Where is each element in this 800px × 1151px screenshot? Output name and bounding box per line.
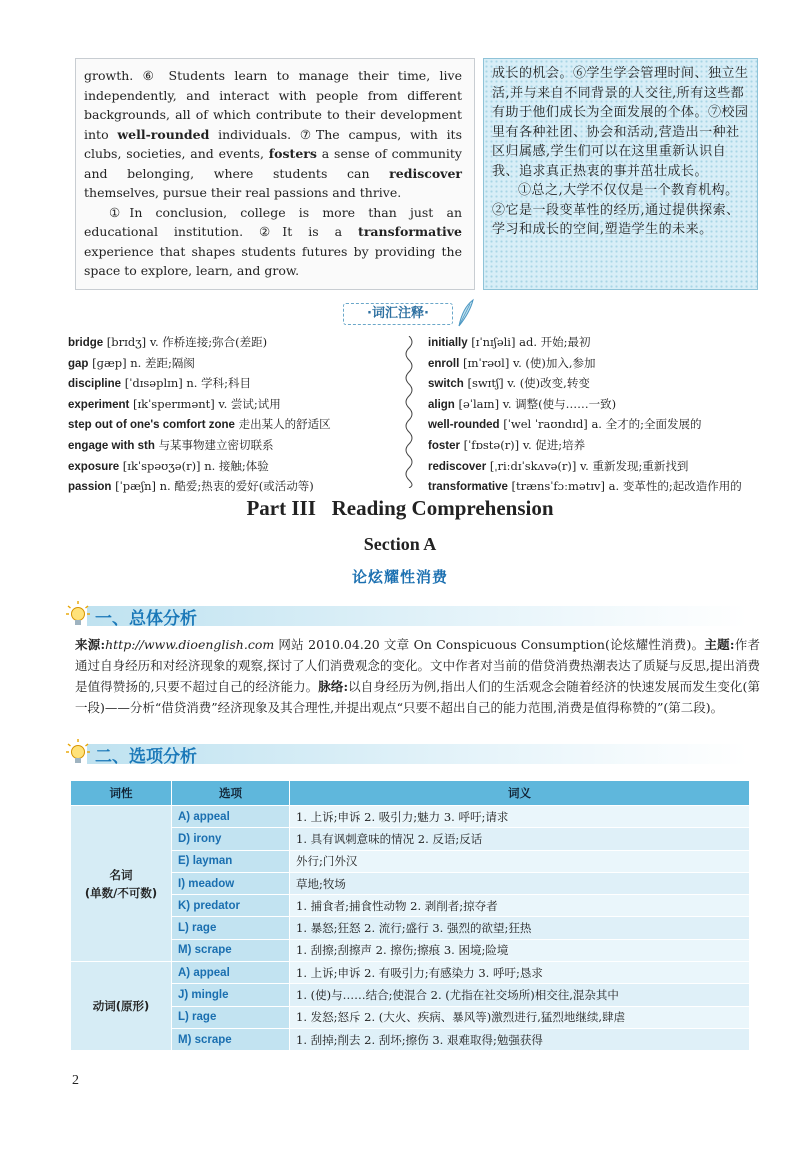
vocab-definition: [ɪkˈsperɪmənt] v. 尝试;试用 — [129, 396, 281, 411]
column-header-pos: 词性 — [71, 781, 172, 806]
option-cell: L) rage — [172, 1006, 290, 1028]
vocab-entry — [68, 477, 331, 498]
meaning-cell: 1. 上诉;申诉 2. 有吸引力;有感染力 3. 呼吁;恳求 — [290, 962, 750, 984]
option-cell: L) rage — [172, 917, 290, 939]
overall-analysis-paragraph — [75, 634, 760, 718]
table-row — [71, 850, 750, 872]
table-row — [71, 806, 750, 828]
vocab-entry — [428, 436, 742, 457]
table-row — [71, 962, 750, 984]
text-segment: experience that shapes students futures by providing the space to explore, learn, and grow. — [84, 243, 462, 278]
vocab-definition: [ˈpæʃn] n. 酷爱;热衷的爱好(或活动等) — [111, 479, 314, 494]
vocab-entry — [428, 477, 742, 498]
table-row — [71, 939, 750, 961]
text-segment: themselves, pursue their real passions and thrive. — [84, 185, 402, 200]
table-header-row — [71, 781, 750, 806]
vocab-definition: [ˈfɒstə(r)] v. 促进;培养 — [459, 437, 586, 452]
feather-icon — [455, 298, 475, 328]
vocab-definition: [ˈwel ˈraʊndɪd] a. 全才的;全面发展的 — [499, 417, 702, 432]
vocab-word: engage with sth — [68, 439, 155, 452]
meaning-cell: 1. 刮擦;刮擦声 2. 擦伤;擦痕 3. 困境;险境 — [290, 939, 750, 961]
meaning-cell: 1. (使)与……结合;使混合 2. (尤指在社交场所)相交往,混杂其中 — [290, 984, 750, 1006]
vocab-definition: [trænsˈfɔːmətɪv] a. 变革性的;起改造作用的 — [507, 479, 742, 494]
chinese-paragraph-1: 成长的机会。⑥学生学会管理时间、独立生活,并与来自不同背景的人交往,所有这些都有助于他们成长为全面发展的个体。⑦校园里有各种社团、协会和活动,营造出一种社区归属感,学生们可以在这里重新认识自我、追求真正热衷的事并茁壮成长。 — [492, 66, 749, 179]
vocab-entry — [68, 436, 331, 457]
bold-term: fosters — [268, 146, 317, 161]
text-segment: growth. ⑥ Students learn to manage their time, live independently, and interact with people from different backgrounds, all of which contribute to their development into — [84, 68, 462, 142]
vocab-definition: [swɪtʃ] v. (使)改变,转变 — [463, 376, 590, 391]
column-header-option: 选项 — [172, 781, 290, 806]
vocab-definition: 与某事物建立密切联系 — [154, 437, 274, 452]
option-cell: K) predator — [172, 895, 290, 917]
vocab-word: exposure — [68, 460, 120, 473]
vocab-entry — [428, 457, 742, 478]
text-segment: 网站 2010.04.20 文章 On Conspicuous Consumption(论炫耀性消费)。 — [274, 637, 705, 652]
vocab-word: step out of one's comfort zone — [68, 419, 235, 432]
english-paragraph-2 — [84, 203, 462, 281]
meaning-cell: 1. 上诉;申诉 2. 吸引力;魅力 3. 呼吁;请求 — [290, 806, 750, 828]
chinese-paragraph-2: ①总之,大学不仅仅是一个教育机构。②它是一段变革性的经历,通过提供探索、学习和成长的空间,塑造学生的未来。 — [492, 183, 740, 237]
vocab-definition: [ɪkˈspəʊʒə(r)] n. 接触;体验 — [119, 458, 269, 473]
text-segment: 作者通过自身经历和对经济现象的观察,探讨了人们消费观念的变化。文中作者对当前的借贷消费热潮表达了质疑与反思,提出消费是值得赞扬的,只要不超过自己的经济能力。 — [75, 637, 760, 694]
vocab-entry — [428, 374, 742, 395]
text-segment: 以自身经历为例,指出人们的生活观念会随着经济的快速发展而发生变化(第一段)——分析“借贷消费”经济现象及其合理性,并提出观点“只要不超出自己的能力范围,消费是值得称赞的”(第二段)。 — [75, 679, 760, 715]
vocab-word: align — [428, 398, 455, 411]
bold-term: 主题: — [704, 637, 735, 652]
vocab-definition: [ɡæp] n. 差距;隔阂 — [88, 355, 195, 370]
option-cell: J) mingle — [172, 984, 290, 1006]
vocab-entry — [68, 333, 331, 354]
option-cell: A) appeal — [172, 806, 290, 828]
meaning-cell: 1. 捕食者;捕食性动物 2. 剥削者;掠夺者 — [290, 895, 750, 917]
vocab-title: ·词汇注释· — [343, 303, 453, 325]
text-segment: individuals. ⑦The campus, with its clubs, societies, and events, — [84, 126, 462, 161]
option-cell: A) appeal — [172, 962, 290, 984]
vocab-definition: 走出某人的舒适区 — [234, 417, 331, 432]
english-passage — [84, 66, 462, 281]
column-header-meaning: 词义 — [290, 781, 750, 806]
vocab-word: bridge — [68, 337, 104, 349]
meaning-cell: 1. 刮掉;削去 2. 刮坏;擦伤 3. 艰难取得;勉强获得 — [290, 1028, 750, 1050]
vocab-word: gap — [68, 357, 89, 370]
english-paragraph-1 — [84, 66, 462, 203]
vocab-definition: [brɪdʒ] v. 作桥连接;弥合(差距) — [103, 335, 268, 349]
vocab-list-right — [428, 333, 742, 498]
vocab-entry — [428, 333, 742, 354]
vocab-entry — [428, 395, 742, 416]
option-cell: I) meadow — [172, 872, 290, 894]
options-table — [70, 780, 750, 1051]
vocab-entry — [428, 354, 742, 375]
text-segment: http://www.dioenglish.com — [105, 637, 275, 652]
option-cell: D) irony — [172, 828, 290, 850]
vocab-word: initially — [428, 337, 468, 349]
section-heading-text: 二、选项分析 — [95, 747, 197, 767]
vocab-definition: [ˌriːdɪˈskʌvə(r)] v. 重新发现;重新找到 — [486, 458, 689, 473]
option-cell: E) layman — [172, 850, 290, 872]
bold-term: transformative — [358, 224, 462, 239]
meaning-cell: 1. 具有讽刺意味的情况 2. 反语;反话 — [290, 828, 750, 850]
page-number: 2 — [72, 1073, 79, 1088]
table-row — [71, 917, 750, 939]
vocab-word: passion — [68, 481, 112, 494]
article-title: 论炫耀性消费 — [351, 568, 448, 586]
section-heading-option-analysis — [65, 738, 765, 766]
vocab-list-left — [68, 333, 331, 498]
part-of-speech-cell: 动词(原形) — [71, 962, 172, 1051]
vocab-entry — [68, 457, 331, 478]
section-heading-overall-analysis — [65, 600, 765, 628]
vocab-word: discipline — [68, 378, 122, 391]
table-row — [71, 984, 750, 1006]
vocab-entry — [68, 395, 331, 416]
vocab-definition: [ˈdɪsəplɪn] n. 学科;科目 — [121, 376, 251, 391]
vocab-entry — [68, 354, 331, 375]
section-heading-text: 一、总体分析 — [95, 609, 197, 629]
option-cell: M) scrape — [172, 1028, 290, 1050]
lightbulb-icon — [65, 600, 91, 628]
chinese-translation — [492, 64, 750, 240]
vocab-entry — [68, 374, 331, 395]
table-row — [71, 895, 750, 917]
vocab-entry — [68, 415, 331, 436]
vocab-definition: [ɪnˈrəʊl] v. (使)加入,参加 — [459, 355, 596, 370]
table-row — [71, 872, 750, 894]
lightbulb-icon — [65, 738, 91, 766]
divider-chain — [402, 336, 416, 488]
vocab-word: transformative — [428, 481, 508, 494]
vocab-word: switch — [428, 378, 464, 391]
meaning-cell: 1. 发怒;怒斥 2. (大火、疾病、暴风等)激烈进行,猛烈地继续,肆虐 — [290, 1006, 750, 1028]
vocab-word: foster — [428, 439, 460, 452]
table-row — [71, 1028, 750, 1050]
section-heading: Section A — [363, 534, 437, 554]
meaning-cell: 1. 暴怒;狂怒 2. 流行;盛行 3. 强烈的欲望;狂热 — [290, 917, 750, 939]
text-segment: ①In conclusion, college is more than just an educational institution. ②It is a — [84, 204, 462, 239]
vocab-word: experiment — [68, 398, 130, 411]
meaning-cell: 外行;门外汉 — [290, 850, 750, 872]
bold-term: well-rounded — [117, 126, 210, 142]
table-row — [71, 1006, 750, 1028]
bold-term: rediscover — [389, 165, 462, 181]
meaning-cell: 草地;牧场 — [290, 872, 750, 894]
part-heading: Part III Reading Comprehension — [246, 496, 554, 520]
option-cell: M) scrape — [172, 939, 290, 961]
vocab-definition: [əˈlaɪn] v. 调整(使与……一致) — [454, 396, 617, 411]
vocab-word: well-rounded — [428, 419, 500, 432]
bold-term: 来源: — [75, 637, 106, 652]
bold-term: 脉络: — [318, 679, 349, 694]
vocab-word: rediscover — [428, 460, 487, 473]
part-of-speech-cell: 名词 (单数/不可数) — [71, 806, 172, 962]
vocab-word: enroll — [428, 357, 460, 370]
table-row — [71, 828, 750, 850]
vocab-definition: [ɪˈnɪʃəli] ad. 开始;最初 — [467, 335, 591, 349]
vocab-entry — [428, 415, 742, 436]
text-segment: a sense of community and belonging, where students can — [84, 146, 462, 181]
